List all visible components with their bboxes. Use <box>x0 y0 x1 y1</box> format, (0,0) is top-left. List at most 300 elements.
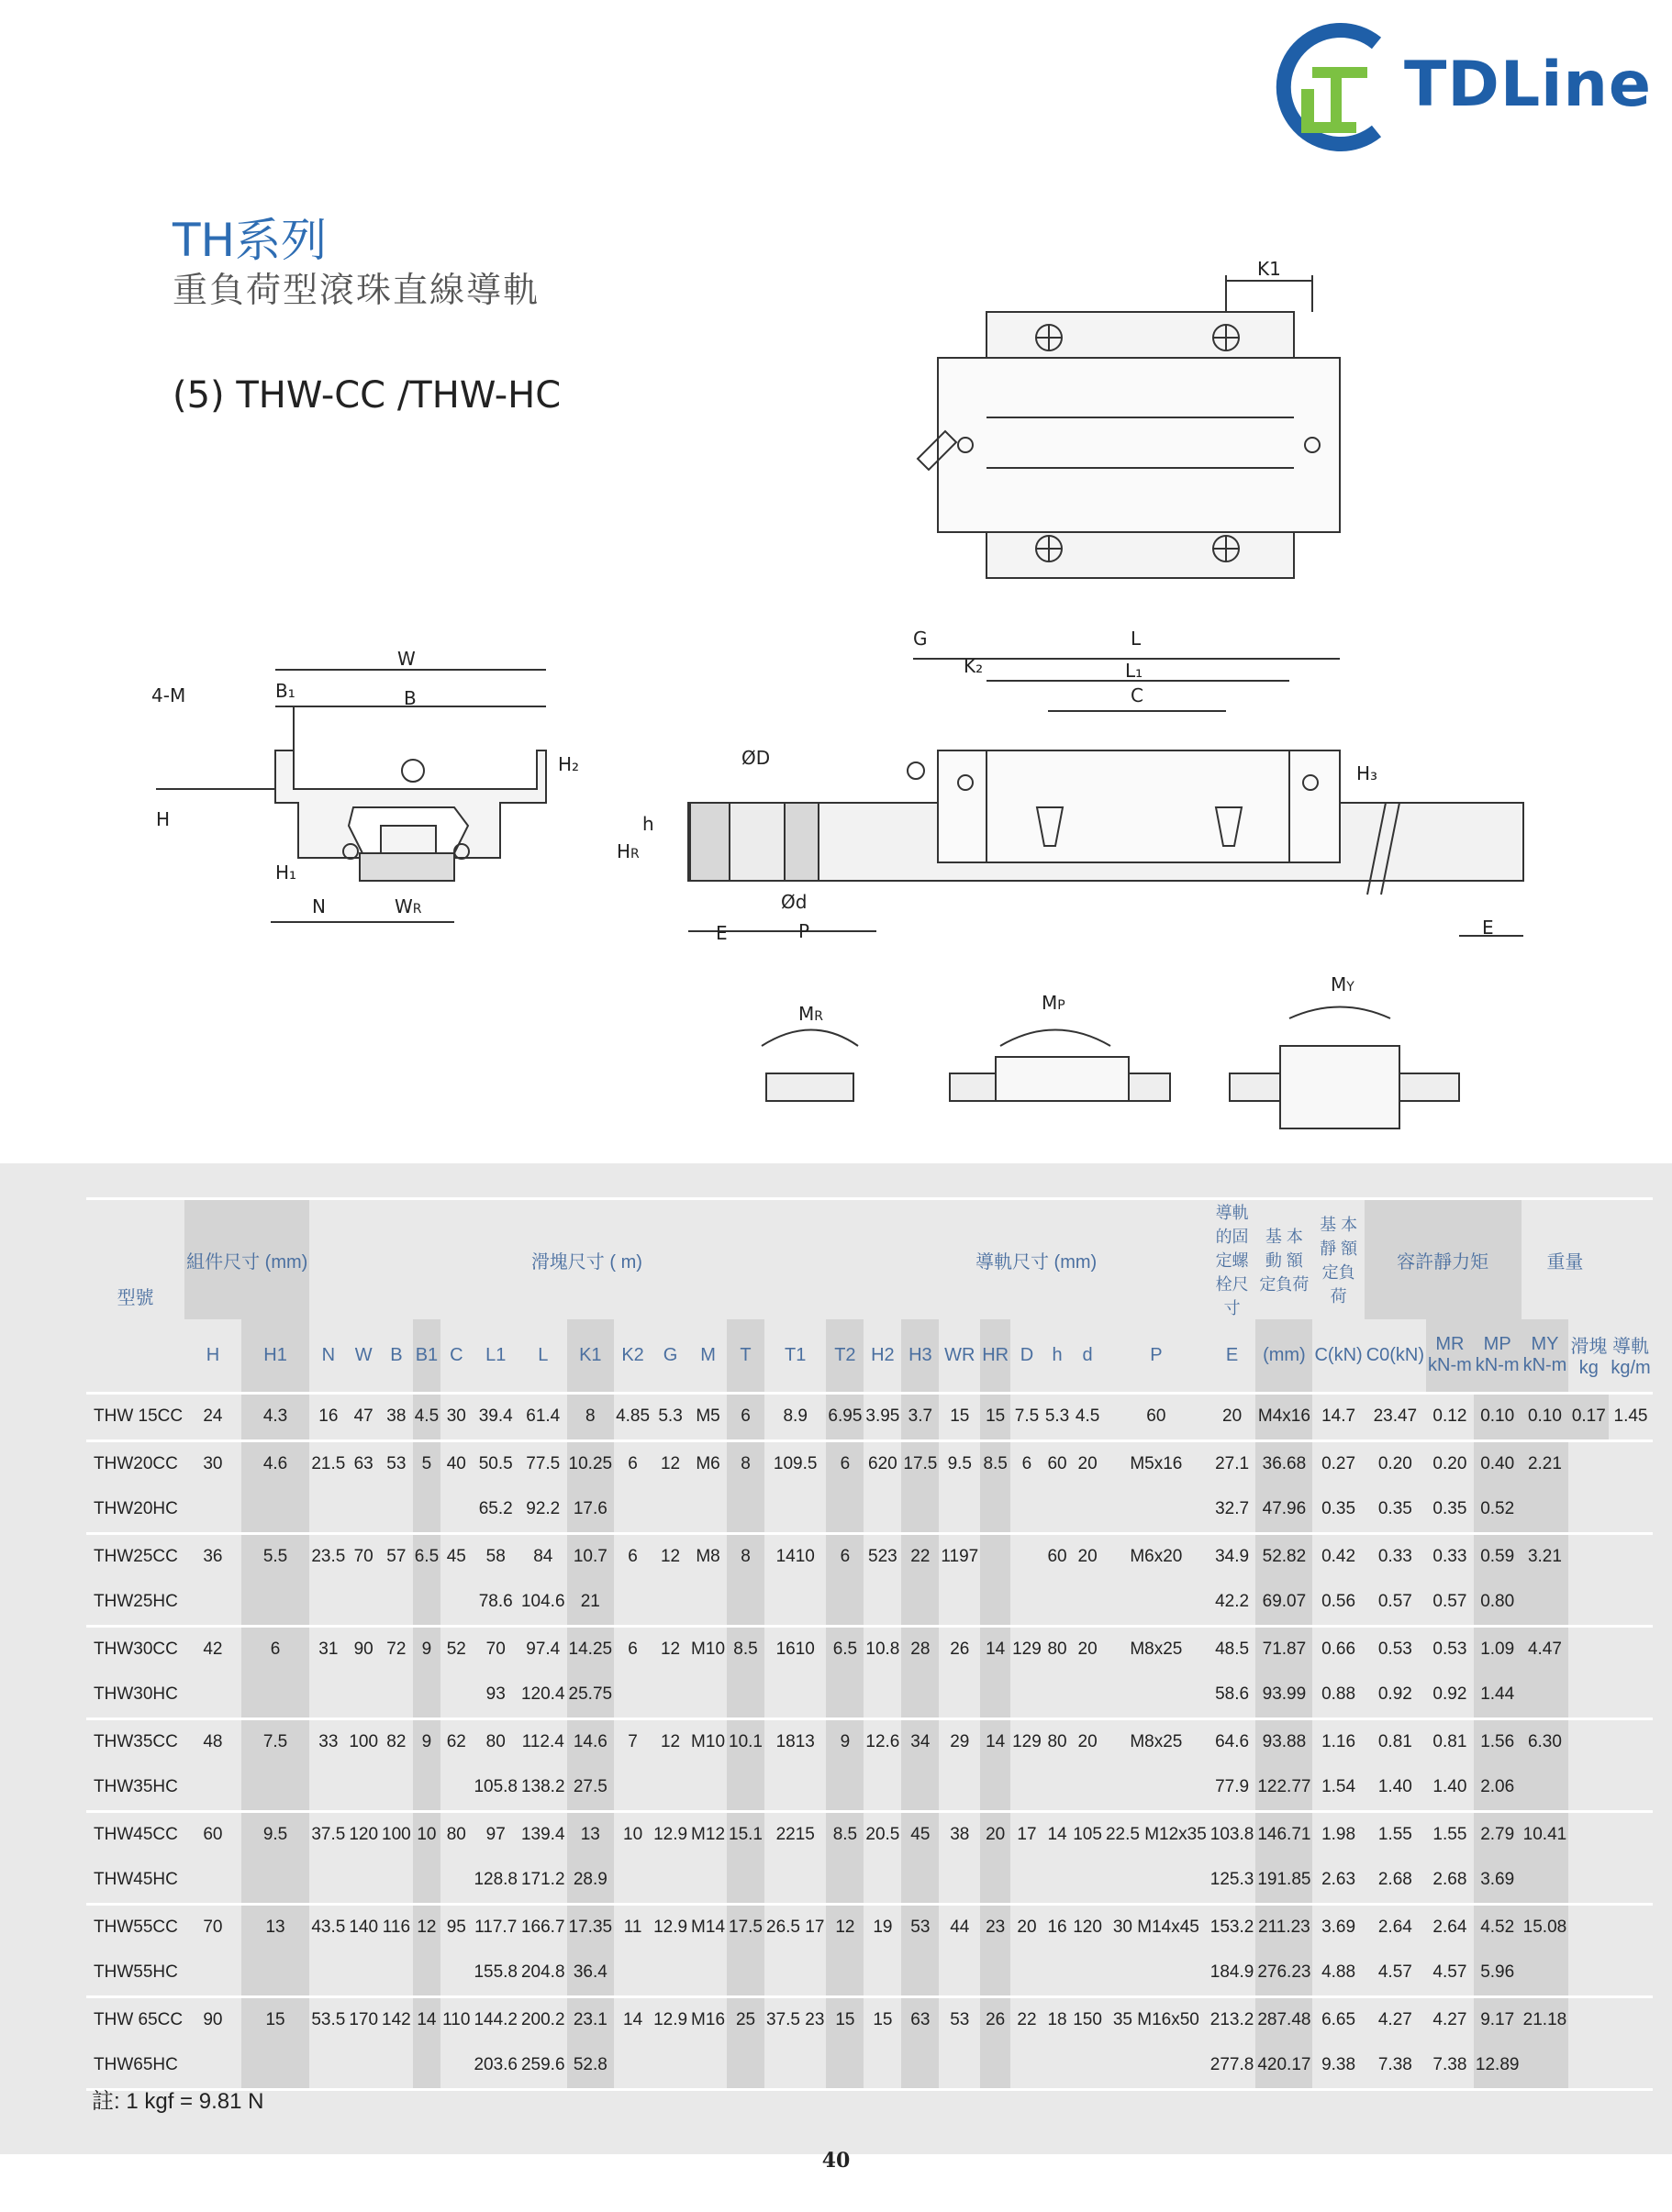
front-section-drawing <box>156 670 546 922</box>
table-cell: 259.6 <box>520 2055 565 2074</box>
table-cell: 105 <box>1073 1825 1102 1844</box>
model-cell: THW55HC <box>94 1962 178 1982</box>
table-cell <box>689 1673 727 1719</box>
table-cell: 80 <box>1047 1732 1067 1751</box>
table-cell <box>826 1951 864 1997</box>
table-cell <box>901 2043 939 2090</box>
table-cell <box>864 1580 901 1627</box>
table-cell: 120 <box>1073 1917 1102 1937</box>
table-cell: 4.27 <box>1432 2010 1467 2029</box>
table-cell <box>826 1858 864 1905</box>
table-cell: 23.5 <box>311 1547 346 1566</box>
table-cell: 11 <box>623 1917 642 1937</box>
table-row <box>86 1996 1653 2043</box>
table-cell: M8x25 <box>1130 1640 1183 1659</box>
table-cell <box>764 1951 826 1997</box>
col-c-kn: C(kN) <box>1314 1344 1363 1365</box>
table-cell <box>184 1858 241 1905</box>
table-cell <box>1043 1951 1071 1997</box>
table-cell: 93 <box>485 1684 506 1704</box>
table-cell: 1.40 <box>1377 1777 1412 1796</box>
table-cell: 4.85 <box>616 1406 651 1426</box>
table-cell: 30 M14x45 <box>1112 1917 1199 1937</box>
table-cell: 0.10 <box>1522 1393 1569 1440</box>
table-cell: 60 <box>1146 1406 1166 1426</box>
table-cell: 0.35 <box>1377 1499 1412 1518</box>
label-k2: K₂ <box>964 655 984 677</box>
table-cell: 36.4 <box>567 1951 615 1997</box>
table-cell: 8 <box>727 1440 764 1487</box>
table-cell <box>440 1951 472 1997</box>
table-cell: M5 <box>696 1406 720 1426</box>
table-cell: 12 <box>660 1732 681 1751</box>
table-cell <box>826 1673 864 1719</box>
table-cell: 20 <box>980 1811 1010 1858</box>
label-b1: B₁ <box>275 680 295 702</box>
table-cell: 42.2 <box>1215 1592 1250 1611</box>
label-b: B <box>404 687 417 709</box>
table-cell: 144.2 <box>474 2010 518 2029</box>
col-h1: H1 <box>241 1319 310 1393</box>
table-cell <box>1071 1951 1104 1997</box>
table-cell: 3.21 <box>1522 1533 1569 1580</box>
table-cell <box>413 1487 440 1534</box>
label-h3: H₃ <box>1356 762 1378 784</box>
table-cell: 17 <box>1017 1825 1037 1844</box>
table-cell: 277.8 <box>1209 2055 1254 2074</box>
table-cell: 0.53 <box>1377 1640 1412 1659</box>
table-cell <box>939 1765 980 1812</box>
table-cell: 23.47 <box>1373 1406 1418 1426</box>
table-cell <box>1071 1673 1104 1719</box>
table-cell: 14 <box>980 1626 1010 1673</box>
table-cell: 116 <box>382 1917 411 1937</box>
table-cell: 62 <box>446 1732 466 1751</box>
table-cell: 1.44 <box>1474 1673 1522 1719</box>
table-cell <box>764 1765 826 1812</box>
table-cell: 4.47 <box>1522 1626 1569 1673</box>
label-k1: K1 <box>1257 258 1281 280</box>
table-cell <box>826 1765 864 1812</box>
table-cell: 57 <box>386 1547 407 1566</box>
table-cell: 142 <box>382 2010 411 2029</box>
model-cell: THW20CC <box>94 1454 178 1473</box>
table-cell: 26 <box>980 1996 1010 2043</box>
table-cell <box>347 1951 380 1997</box>
table-cell: 103.8 <box>1209 1825 1254 1844</box>
table-cell: 22 <box>1017 2010 1037 2029</box>
table-cell: 60 <box>1047 1547 1067 1566</box>
model-cell: THW30HC <box>94 1684 178 1704</box>
table-cell: 10.8 <box>865 1640 900 1659</box>
table-cell <box>614 1765 652 1812</box>
table-cell <box>413 1765 440 1812</box>
table-row <box>86 1951 1653 1997</box>
table-cell: 39.4 <box>478 1406 513 1426</box>
table-cell: 153.2 <box>1209 1917 1254 1937</box>
table-cell <box>347 1858 380 1905</box>
table-cell: 9.5 <box>947 1454 972 1473</box>
label-hr: HR <box>617 840 640 862</box>
table-cell <box>652 1673 689 1719</box>
table-cell <box>689 1858 727 1905</box>
table-cell: 1.55 <box>1432 1825 1467 1844</box>
col-t1: T1 <box>785 1344 807 1365</box>
table-cell: 53.5 <box>311 2010 346 2029</box>
table-cell: 63 <box>353 1454 373 1473</box>
table-cell: M10 <box>691 1640 726 1659</box>
col-kgm: 導軌 kg/m <box>1611 1337 1651 1379</box>
table-cell: 70 <box>485 1640 506 1659</box>
table-cell <box>1104 1487 1209 1534</box>
table-cell <box>980 1951 1010 1997</box>
table-cell: 110 <box>442 2010 471 2029</box>
table-cell: 35 M16x50 <box>1112 2010 1199 2029</box>
table-cell: 38 <box>950 1825 970 1844</box>
table-cell <box>184 1673 241 1719</box>
table-cell <box>380 1580 413 1627</box>
table-cell <box>1010 1533 1043 1580</box>
table-cell: 5.5 <box>241 1533 310 1580</box>
table-cell: 20 <box>1077 1454 1098 1473</box>
table-cell <box>184 1580 241 1627</box>
table-cell <box>901 1765 939 1812</box>
table-cell: 12.9 <box>653 2010 688 2029</box>
table-cell: 4.27 <box>1377 2010 1412 2029</box>
table-cell: 34 <box>901 1718 939 1765</box>
table-cell: 63 <box>901 1996 939 2043</box>
table-cell: 6 <box>826 1533 864 1580</box>
table-cell: 1.45 <box>1613 1406 1648 1426</box>
table-cell: 30 <box>446 1406 466 1426</box>
table-cell: 14.7 <box>1321 1406 1356 1426</box>
table-cell: 97 <box>485 1825 506 1844</box>
table-cell <box>241 1580 310 1627</box>
table-cell <box>1010 1858 1043 1905</box>
table-cell <box>614 1951 652 1997</box>
label-od-small: Ød <box>781 891 808 913</box>
table-cell: 1.40 <box>1432 1777 1467 1796</box>
table-cell: 5.3 <box>1044 1406 1070 1426</box>
table-cell: 53 <box>901 1904 939 1951</box>
table-cell: 42 <box>203 1640 223 1659</box>
table-cell: 14 <box>980 1718 1010 1765</box>
table-cell: 112.4 <box>521 1732 564 1751</box>
table-cell <box>347 1673 380 1719</box>
table-cell: M4x16 <box>1255 1393 1312 1440</box>
table-cell: 10.7 <box>567 1533 615 1580</box>
table-cell: 104.6 <box>520 1592 565 1611</box>
table-cell: 29 <box>950 1732 970 1751</box>
model-cell: THW 15CC <box>94 1406 184 1426</box>
table-cell: 276.23 <box>1255 1951 1312 1997</box>
col-dynamic: 基 本 動 額 定負荷 <box>1259 1228 1310 1294</box>
table-cell <box>440 1673 472 1719</box>
table-cell <box>1010 2043 1043 2090</box>
col-k1: K1 <box>567 1319 615 1393</box>
label-od: ØD <box>741 747 771 769</box>
table-cell: 26.5 17 <box>766 1917 825 1937</box>
table-cell: 23 <box>980 1904 1010 1951</box>
table-cell: M12 <box>691 1825 726 1844</box>
label-4m: 4-M <box>151 684 186 706</box>
table-cell: 12 <box>413 1904 440 1951</box>
table-cell: 12.6 <box>865 1732 900 1751</box>
table-cell: 1.54 <box>1321 1777 1356 1796</box>
table-cell <box>309 1858 347 1905</box>
table-cell <box>980 1487 1010 1534</box>
table-cell: 0.80 <box>1474 1580 1522 1627</box>
table-cell: 204.8 <box>520 1962 565 1982</box>
table-cell: 40 <box>446 1454 466 1473</box>
table-cell: 15.1 <box>727 1811 764 1858</box>
table-cell: 8 <box>727 1533 764 1580</box>
table-cell: 170 <box>349 2010 379 2029</box>
table-cell <box>614 1580 652 1627</box>
table-cell <box>652 1580 689 1627</box>
table-cell: 155.8 <box>474 1962 518 1982</box>
table-row <box>86 1487 1653 1534</box>
table-cell <box>901 1673 939 1719</box>
table-cell <box>764 2043 826 2090</box>
table-cell: 128.8 <box>474 1870 518 1889</box>
table-column-header-row <box>86 1319 1653 1393</box>
table-cell: 0.81 <box>1432 1732 1467 1751</box>
table-cell: 211.23 <box>1255 1904 1312 1951</box>
table-cell: 14.25 <box>567 1626 615 1673</box>
col-mr: MR kN-m <box>1426 1319 1474 1393</box>
table-cell: 80 <box>485 1732 506 1751</box>
table-cell: 22.5 M12x35 <box>1105 1825 1207 1844</box>
model-cell: THW 65CC <box>94 2010 184 2029</box>
table-cell: 0.12 <box>1432 1406 1467 1426</box>
table-cell: 125.3 <box>1209 1870 1254 1889</box>
table-cell: 25.75 <box>567 1673 615 1719</box>
table-cell <box>184 1765 241 1812</box>
table-cell <box>1522 1951 1569 1997</box>
table-cell: 9.38 <box>1321 2055 1356 2074</box>
table-cell: 53 <box>386 1454 407 1473</box>
label-g: G <box>913 628 928 650</box>
table-cell <box>413 1580 440 1627</box>
table-cell: 0.40 <box>1474 1440 1522 1487</box>
col-moment: 容許靜力矩 <box>1365 1199 1522 1320</box>
table-cell: 9 <box>413 1626 440 1673</box>
col-n: N <box>321 1344 336 1365</box>
table-cell <box>1071 1487 1104 1534</box>
table-cell: 36 <box>203 1547 223 1566</box>
col-e: E <box>1225 1344 1239 1365</box>
table-cell <box>727 1487 764 1534</box>
col-bolt: 導軌的固定螺栓尺寸 <box>1215 1204 1249 1317</box>
table-cell: 44 <box>950 1917 970 1937</box>
label-h-small: h <box>642 813 654 835</box>
table-cell: 92.2 <box>526 1499 561 1518</box>
table-cell: 4.6 <box>241 1440 310 1487</box>
table-cell: 3.7 <box>901 1393 939 1440</box>
table-cell <box>826 1487 864 1534</box>
table-cell <box>1522 2043 1569 2090</box>
table-cell: 18 <box>1047 2010 1067 2029</box>
col-kg: 滑塊 kg <box>1570 1337 1608 1379</box>
table-cell: 6 <box>1021 1454 1032 1473</box>
table-cell <box>901 1951 939 1997</box>
table-cell <box>864 1858 901 1905</box>
table-cell <box>413 2043 440 2090</box>
table-cell: 0.33 <box>1432 1547 1467 1566</box>
table-row <box>86 1811 1653 1858</box>
table-cell: 80 <box>1047 1640 1067 1659</box>
table-cell <box>1522 1765 1569 1812</box>
col-p: P <box>1150 1344 1163 1365</box>
table-cell <box>980 1533 1010 1580</box>
col-k2: K2 <box>621 1344 644 1365</box>
table-cell: 3.95 <box>865 1406 900 1426</box>
table-cell: 9 <box>413 1718 440 1765</box>
table-cell: 6 <box>628 1547 638 1566</box>
label-l1: L₁ <box>1125 660 1143 682</box>
label-e-left: E <box>716 922 728 944</box>
table-cell <box>1010 1765 1043 1812</box>
table-cell: 82 <box>386 1732 407 1751</box>
table-cell <box>652 2043 689 2090</box>
table-cell: 27.1 <box>1215 1454 1250 1473</box>
table-cell <box>614 1858 652 1905</box>
table-cell: 9 <box>826 1718 864 1765</box>
table-cell: 93.99 <box>1255 1673 1312 1719</box>
table-cell: 3.69 <box>1321 1917 1356 1937</box>
table-cell: 2215 <box>775 1825 815 1844</box>
table-cell: 1813 <box>775 1732 815 1751</box>
table-cell <box>309 1951 347 1997</box>
table-cell <box>241 1858 310 1905</box>
table-row <box>86 1533 1653 1580</box>
table-cell <box>652 1858 689 1905</box>
table-cell: 5 <box>413 1440 440 1487</box>
table-cell: 48.5 <box>1215 1640 1250 1659</box>
table-cell <box>309 2043 347 2090</box>
table-cell <box>1043 2043 1071 2090</box>
table-cell: 90 <box>203 2010 223 2029</box>
table-cell: 52.82 <box>1255 1533 1312 1580</box>
label-wr: WR <box>395 895 422 917</box>
table-cell: 0.53 <box>1432 1640 1467 1659</box>
table-cell: 52.8 <box>567 2043 615 2090</box>
table-cell <box>1522 1673 1569 1719</box>
table-cell: 2.68 <box>1377 1870 1412 1889</box>
table-cell: 8.9 <box>783 1406 808 1426</box>
label-w: W <box>397 648 416 670</box>
table-cell <box>614 1487 652 1534</box>
label-h1: H₁ <box>275 861 297 884</box>
col-h3: H3 <box>901 1319 939 1393</box>
table-cell <box>764 1487 826 1534</box>
table-cell <box>1522 1858 1569 1905</box>
table-cell: 0.35 <box>1432 1499 1467 1518</box>
table-cell <box>380 2043 413 2090</box>
table-cell: 47 <box>353 1406 373 1426</box>
table-cell <box>939 2043 980 2090</box>
table-row <box>86 1626 1653 1673</box>
table-row <box>86 1765 1653 1812</box>
table-cell: 17.5 <box>727 1904 764 1951</box>
table-cell: 65.2 <box>478 1499 513 1518</box>
table-cell: 64.6 <box>1215 1732 1250 1751</box>
model-cell: THW35HC <box>94 1777 178 1796</box>
table-cell <box>764 1673 826 1719</box>
unit-note: 註: 1 kgf = 9.81 N <box>92 2089 264 2114</box>
table-cell: 15.08 <box>1522 1904 1569 1951</box>
table-cell: 2.79 <box>1474 1811 1522 1858</box>
col-assembly: 組件尺寸 (mm) <box>184 1199 309 1320</box>
col-t: T <box>727 1319 764 1393</box>
table-cell: 69.07 <box>1255 1580 1312 1627</box>
table-cell: 105.8 <box>474 1777 518 1796</box>
table-cell: 60 <box>1047 1454 1067 1473</box>
table-cell: 90 <box>353 1640 373 1659</box>
table-cell: 4.88 <box>1321 1962 1356 1982</box>
table-cell: 84 <box>533 1547 553 1566</box>
table-cell: 12 <box>660 1640 681 1659</box>
col-h: H <box>206 1344 220 1365</box>
col-block: 滑塊尺寸 ( m) <box>530 1251 642 1273</box>
table-cell: 0.17 <box>1568 1393 1609 1440</box>
table-cell: 28 <box>901 1626 939 1673</box>
table-cell: 17.35 <box>567 1904 615 1951</box>
col-static: 基 本 靜 額 定負荷 <box>1320 1216 1358 1306</box>
col-l1: L1 <box>485 1344 507 1365</box>
table-cell: 0.27 <box>1321 1454 1356 1473</box>
table-cell: 2.68 <box>1432 1870 1467 1889</box>
table-cell <box>1104 1951 1209 1997</box>
table-cell: 78.6 <box>478 1592 513 1611</box>
table-cell <box>413 1673 440 1719</box>
table-cell <box>380 1858 413 1905</box>
table-cell <box>184 1487 241 1534</box>
table-cell: 0.33 <box>1377 1547 1412 1566</box>
col-hr: HR <box>980 1319 1010 1393</box>
table-cell: 6.5 <box>413 1533 440 1580</box>
col-my: MY kN-m <box>1522 1319 1569 1393</box>
table-cell: 8.5 <box>826 1811 864 1858</box>
label-mp: MP <box>1042 992 1065 1014</box>
table-cell <box>939 1487 980 1534</box>
table-cell: 0.57 <box>1432 1592 1467 1611</box>
table-cell: 0.20 <box>1377 1454 1412 1473</box>
table-cell: M10 <box>691 1732 726 1751</box>
table-cell: 109.5 <box>773 1454 818 1473</box>
table-cell: 7.38 <box>1377 2055 1412 2074</box>
table-cell: 1197 <box>941 1547 979 1566</box>
table-cell <box>764 1580 826 1627</box>
table-cell <box>652 1765 689 1812</box>
table-cell <box>1104 1673 1209 1719</box>
table-cell: 95 <box>446 1917 466 1937</box>
table-cell: 48 <box>203 1732 223 1751</box>
col-m: M <box>700 1344 716 1365</box>
table-cell: 17.6 <box>567 1487 615 1534</box>
table-row <box>86 1440 1653 1487</box>
table-cell: 100 <box>349 1732 379 1751</box>
table-cell: 200.2 <box>520 2010 565 2029</box>
table-cell: 1.16 <box>1321 1732 1356 1751</box>
table-cell <box>309 1673 347 1719</box>
table-group-header-row <box>86 1199 1653 1320</box>
table-cell: 10 <box>413 1811 440 1858</box>
table-cell: 30 <box>203 1454 223 1473</box>
table-cell <box>1043 1858 1071 1905</box>
table-cell <box>939 1858 980 1905</box>
